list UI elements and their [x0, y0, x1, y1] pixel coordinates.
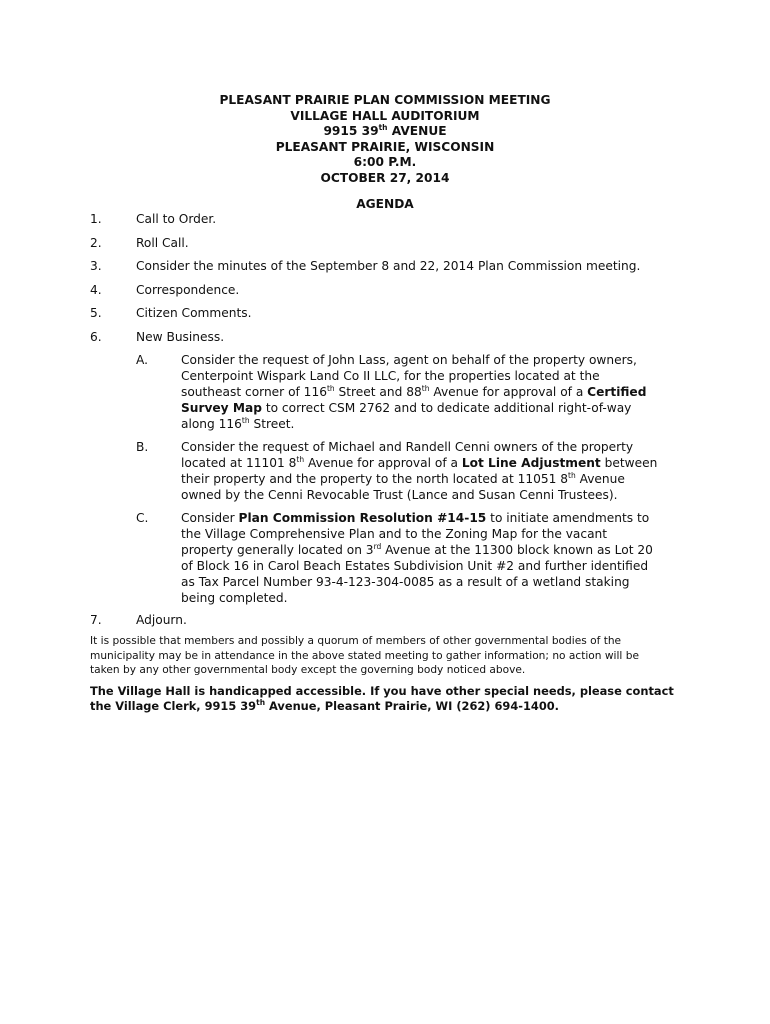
document-header: [0, 93, 770, 187]
header-line-2: VILLAGE HALL AUDITORIUM: [290, 108, 480, 123]
text-run: to initiate amendments to: [486, 511, 650, 525]
text-line: [181, 542, 653, 558]
sub-item-b-text: [181, 439, 657, 503]
text-run: Street.: [249, 417, 295, 431]
header-address-number: 9915 39: [323, 124, 379, 139]
bold-text: Plan Commission Resolution #14-15: [238, 511, 487, 525]
bold-text: Certified: [587, 385, 647, 399]
ordinal-sup: th: [568, 470, 576, 480]
header-line-4: PLEASANT PRAIRIE, WISCONSIN: [275, 139, 495, 154]
bold-text: Lot Line Adjustment: [461, 456, 601, 470]
item-text: Consider the minutes of the September 8 and 22, 2014 Plan Commission meeting.: [136, 259, 641, 273]
item-number: 6.: [90, 330, 102, 344]
text-run: along 116: [181, 417, 242, 431]
agenda-title: AGENDA: [356, 197, 414, 211]
text-line: [181, 400, 646, 416]
text-run: Street and 88: [334, 385, 422, 399]
sub-item-letter: C.: [136, 511, 149, 525]
text-line: being completed.: [181, 591, 288, 605]
item-number: 2.: [90, 236, 102, 250]
header-address-street: AVENUE: [387, 124, 447, 139]
text-run: between: [600, 456, 658, 470]
bold-text: Survey Map: [181, 401, 262, 415]
text-run: Avenue, Pleasant Prairie, WI (262) 694-1400.: [265, 698, 560, 713]
sub-item-letter: B.: [136, 440, 149, 454]
text-run: to correct CSM 2762 and to dedicate additional right-of-way: [261, 401, 632, 415]
text-run: the Village Clerk, 9915 39: [90, 698, 257, 713]
text-run: Avenue for approval of a: [304, 456, 462, 470]
text-line: Centerpoint Wispark Land Co II LLC, for the properties located at the: [181, 369, 600, 383]
notice-line: It is possible that members and possibly a quorum of members of other governmental bodies of the: [90, 635, 622, 647]
access-line: The Village Hall is handicapped accessible. If you have other special needs, please contact: [90, 684, 674, 698]
text-line: Consider the request of John Lass, agent on behalf of the property owners,: [181, 353, 637, 367]
text-run: southeast corner of 116: [181, 385, 327, 399]
sub-item-a-text: [181, 352, 646, 432]
header-line-6: OCTOBER 27, 2014: [320, 170, 450, 185]
item-text: Call to Order.: [136, 212, 217, 226]
ordinal-sup: th: [241, 415, 250, 425]
quorum-notice: [90, 634, 690, 678]
text-line: owned by the Cenni Revocable Trust (Lance and Susan Cenni Trustees).: [181, 488, 618, 502]
item-text: Roll Call.: [136, 236, 189, 250]
item-text: Adjourn.: [136, 613, 187, 627]
text-line: [181, 510, 653, 526]
text-line: as Tax Parcel Number 93-4-123-304-0085 as a result of a wetland staking: [181, 575, 630, 589]
item-number: 4.: [90, 283, 102, 297]
item-number: 5.: [90, 306, 102, 320]
text-run: Avenue: [575, 472, 625, 486]
ordinal-sup: rd: [373, 541, 382, 551]
text-run: Avenue for approval of a: [429, 385, 588, 399]
text-line: Consider the request of Michael and Randell Cenni owners of the property: [181, 440, 634, 454]
item-number: 1.: [90, 212, 102, 226]
text-run: Consider: [181, 511, 239, 525]
item-number: 3.: [90, 259, 102, 273]
sub-item-letter: A.: [136, 353, 148, 367]
text-line: [181, 471, 657, 487]
notice-line: municipality may be in attendance in the above stated meeting to gather information; no action will be: [90, 649, 639, 662]
accessibility-notice: [90, 684, 690, 714]
text-run: their property and the property to the north located at 11051 8: [181, 472, 569, 486]
ordinal-sup: th: [256, 698, 266, 707]
ordinal-sup: th: [296, 454, 305, 464]
ordinal-sup: th: [421, 383, 430, 393]
header-line-1: PLEASANT PRAIRIE PLAN COMMISSION MEETING: [219, 93, 551, 107]
header-line-3: [0, 124, 770, 140]
sub-item-c-text: [181, 510, 653, 606]
text-run: located at 11101 8: [181, 456, 297, 470]
text-line: [181, 384, 646, 400]
text-run: property generally located on 3: [181, 543, 374, 557]
text-line: of Block 16 in Carol Beach Estates Subdivision Unit #2 and further identified: [181, 559, 649, 573]
item-number: 7.: [90, 613, 102, 627]
notice-line: taken by any other governmental body except the governing body noticed above.: [90, 664, 526, 677]
text-line: [181, 455, 657, 471]
text-line: [181, 416, 646, 432]
ordinal-sup: th: [326, 383, 335, 393]
header-line-5: 6:00 P.M.: [353, 155, 417, 170]
item-text: New Business.: [136, 330, 225, 344]
header-address-sup: th: [378, 123, 388, 133]
item-text: Citizen Comments.: [136, 306, 252, 320]
access-line: [90, 699, 690, 714]
text-run: Avenue at the 11300 block known as Lot 20: [381, 543, 653, 557]
item-text: Correspondence.: [136, 283, 240, 297]
text-line: the Village Comprehensive Plan and to the Zoning Map for the vacant: [181, 527, 608, 541]
